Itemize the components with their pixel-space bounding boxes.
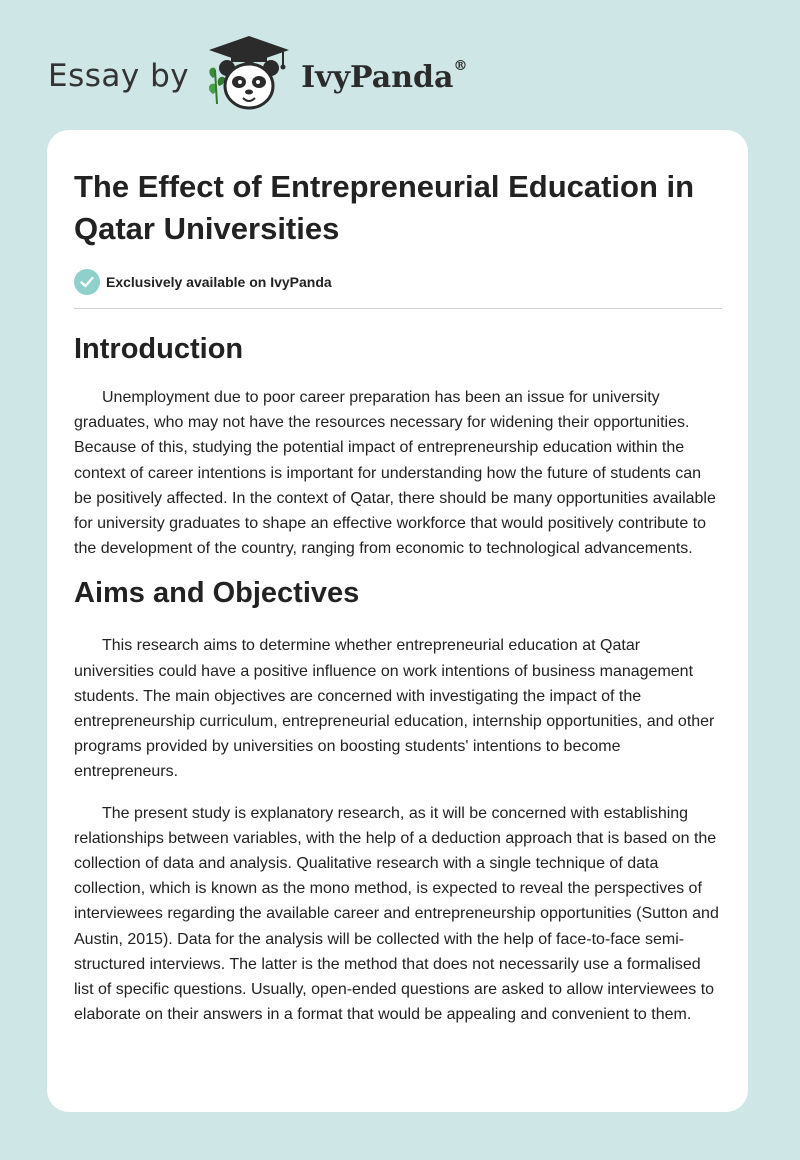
- site-header: [48, 34, 467, 114]
- aims-objectives-section: [74, 575, 722, 1027]
- section-heading: Introduction: [74, 333, 244, 365]
- brand-name: IvyPanda®: [301, 57, 468, 95]
- essay-by-label: Essay by: [48, 58, 190, 94]
- divider: [74, 308, 722, 309]
- introduction-section: [74, 331, 722, 561]
- panda-graduate-icon: [203, 34, 295, 114]
- page-title: The Effect of Entrepreneurial Education in Qatar Universities: [74, 169, 695, 246]
- exclusive-label: Exclusively available on IvyPanda: [106, 274, 332, 290]
- paragraph: Unemployment due to poor career preparation has been an issue for university graduates, who may not have the resources necessary for widening their opportunities. Because of this, studying the potential impact of entrepreneurship education within the context of career intentions is important for understanding how the future of students can be positively affected. In the context of Qatar, there should be many opportunities available for university graduates to shape an effective workforce that would positively contribute to the development of the country, ranging from economic to technological advancements.: [74, 389, 716, 558]
- section-heading: Aims and Objectives: [74, 577, 360, 610]
- paragraph: The present study is explanatory research, as it will be concerned with establishing relationships between variables, with the help of a deduction approach that is based on the collection of data and analysis. Qualitative research with a single technique of data collection, which is known as the mono method, is expected to reveal the perspectives of interviewees regarding the available career and entrepreneurship opportunities (Sutton and Austin, 2015). Data for the analysis will be collected with the help of face-to-face semi-structured interviews. The latter is the method that does not necessarily use a formalised list of specific questions. Usually, open-ended questions are asked to allow interviewees to elaborate on their answers in a format that would be appealing and convenient to them.: [74, 804, 719, 1024]
- exclusive-badge: [74, 268, 722, 296]
- ivypanda-logo[interactable]: [203, 34, 467, 114]
- paragraph: This research aims to determine whether entrepreneurial education at Qatar universities could have a positive influence on work intentions of business management students. The main objectives are concerned with investigating the impact of the entrepreneurship curriculum, entrepreneurial education, internship opportunities, and other programs provided by universities on boosting students' intentions to become entrepreneurs.: [74, 637, 715, 781]
- registered-mark: ®: [453, 57, 468, 74]
- essay-card: [47, 130, 748, 1112]
- check-icon: [74, 269, 100, 295]
